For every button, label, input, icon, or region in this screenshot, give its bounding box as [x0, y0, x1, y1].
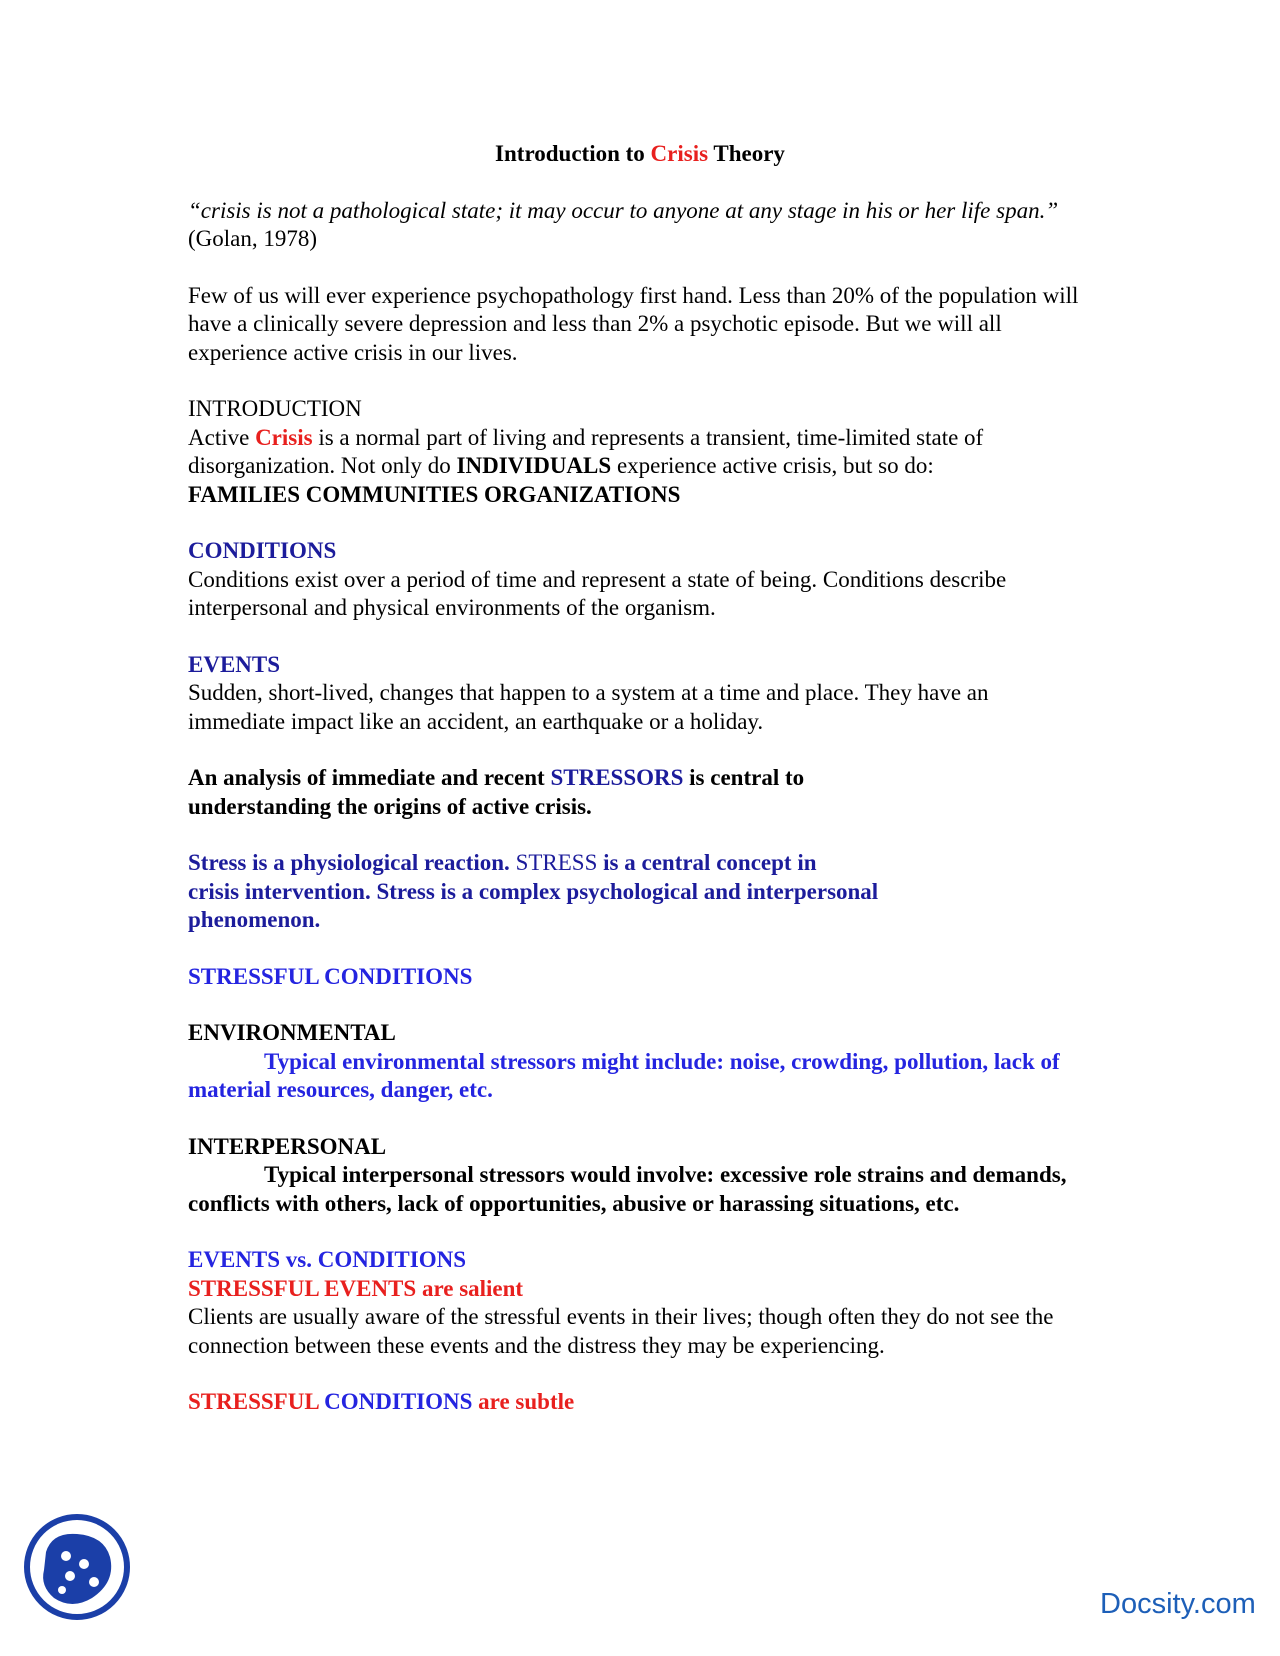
- introduction-crisis: Crisis: [255, 424, 313, 450]
- interpersonal-heading: INTERPERSONAL: [188, 1133, 387, 1159]
- quote-citation: (Golan, 1978): [188, 226, 318, 251]
- events-vs-section: [188, 1246, 1088, 1360]
- intro-paragraph: Few of us will ever experience psychopathology first hand. Less than 20% of the population will have a clinically severe depression and less than 2% a psychotic episode. But we will all experience active crisis in our lives.: [188, 282, 1079, 365]
- clients-text: Clients are usually aware of the stressful events in their lives; though often they do not see the connection between these events and the distress they may be experiencing.: [188, 1304, 1054, 1358]
- subtle-heading: [188, 1388, 1088, 1417]
- title-pre: Introduction to: [495, 141, 651, 166]
- environmental-heading: ENVIRONMENTAL: [188, 1020, 396, 1045]
- events-heading: EVENTS: [188, 651, 281, 677]
- title-crisis: Crisis: [650, 141, 709, 166]
- introduction-text-mid: is a normal part of living and represents a transient, time-limited state of disorganization. Not only do: [188, 424, 984, 478]
- quote-text: “crisis is not a pathological state; it may occur to anyone at any stage in his or her life span.”: [188, 197, 1059, 223]
- stress-line3: phenomenon.: [188, 907, 321, 932]
- interpersonal-text: [188, 1162, 1066, 1216]
- subtle-stressful: STRESSFUL: [188, 1389, 325, 1414]
- environmental-text-content: Typical environmental stressors might include: noise, crowding, pollution, lack of material resources, danger, etc.: [188, 1048, 1060, 1102]
- interpersonal-section: [188, 1133, 1088, 1219]
- opening-quote: [188, 197, 1088, 254]
- salient-events: EVENTS: [324, 1275, 417, 1301]
- conditions-section: [188, 537, 1088, 623]
- analysis-stressors: STRESSORS: [550, 765, 684, 790]
- introduction-heading: INTRODUCTION: [188, 396, 362, 421]
- salient-heading: [188, 1276, 523, 1301]
- stressful-conditions-heading: STRESSFUL CONDITIONS: [188, 963, 473, 989]
- subtle-conditions: CONDITIONS: [324, 1389, 473, 1414]
- introduction-individuals: INDIVIDUALS: [456, 453, 612, 478]
- environmental-text: [188, 1049, 1060, 1103]
- stress-part2: STRESS: [515, 850, 598, 875]
- stress-paragraph: [188, 849, 1088, 935]
- stress-part1: Stress is a physiological reaction.: [188, 850, 516, 875]
- document-body: [188, 140, 1088, 1445]
- stress-part3: is a central concept in: [597, 850, 817, 875]
- events-vs-heading: EVENTS vs. CONDITIONS: [188, 1247, 466, 1272]
- salient-suffix: are salient: [416, 1275, 524, 1301]
- conditions-heading: CONDITIONS: [188, 538, 337, 563]
- stress-line2: crisis intervention. Stress is a complex psychological and interpersonal: [188, 878, 879, 904]
- events-section: [188, 651, 1088, 737]
- analysis-paragraph: [188, 764, 1088, 821]
- conditions-text: Conditions exist over a period of time and represent a state of being. Conditions describe interpersonal and physical environments of the organism.: [188, 566, 1007, 620]
- docsity-logo-icon: [22, 1512, 132, 1622]
- analysis-post1: is central to: [683, 765, 805, 790]
- docsity-watermark[interactable]: Docsity.com: [1100, 1588, 1256, 1620]
- title-post: Theory: [708, 141, 785, 166]
- page-title: [0, 140, 1280, 169]
- introduction-groups: FAMILIES COMMUNITIES ORGANIZATIONS: [188, 481, 681, 507]
- interpersonal-text-content: Typical interpersonal stressors would involve: excessive role strains and demands, conflicts with others, lack of opportunities, abusive or harassing situations, etc.: [188, 1162, 1067, 1216]
- salient-stressful: STRESSFUL: [188, 1275, 325, 1301]
- introduction-text-post: experience active crisis, but so do:: [611, 453, 934, 478]
- subtle-suffix: are subtle: [472, 1389, 575, 1414]
- introduction-section: [188, 395, 1088, 509]
- events-text: Sudden, short-lived, changes that happen to a system at a time and place. They have an immediate impact like an accident, an earthquake or a holiday.: [188, 680, 989, 734]
- introduction-text-pre: Active: [188, 424, 256, 450]
- analysis-post2: understanding the origins of active crisis.: [188, 793, 592, 819]
- analysis-pre: An analysis of immediate and recent: [188, 765, 551, 790]
- environmental-section: [188, 1019, 1088, 1105]
